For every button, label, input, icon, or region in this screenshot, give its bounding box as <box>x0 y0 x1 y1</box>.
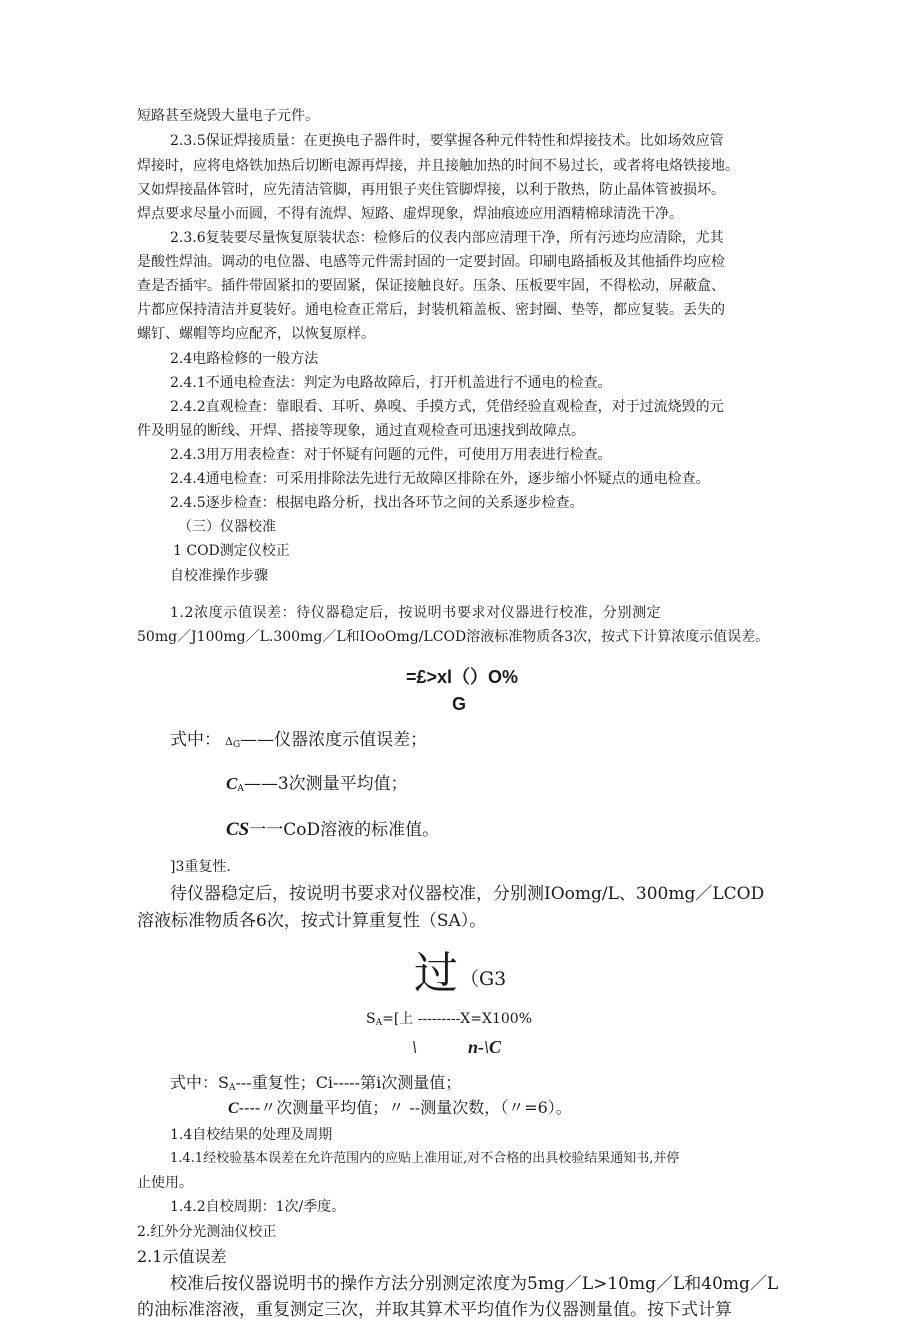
section-heading: 2.1示值误差 <box>137 1247 227 1266</box>
formula-explanation: C----〃次测量平均值；〃 --测量次数，（〃=6）。 <box>228 1098 572 1117</box>
formula-explanation: 式中：$S_A---$重复性；Ci-----第i次测量值； <box>170 1073 462 1093</box>
formula-glyph: 过 <box>414 948 458 999</box>
text-line: 50mg／J100mg／L.300mg／L和IOoOmg/LCOD溶液标准物质各3次，按式下计算浓度示值误差。 <box>137 629 770 645</box>
formula-explanation: CS一一CoD溶液的标准值。 <box>226 819 440 840</box>
text-line: 焊接时，应将电烙铁加热后切断电源再焊接，并且接触加热的时间不易过长，或者将电烙铁接地。 <box>137 158 739 174</box>
text-line: 2.4.1不通电检查法：判定为电路故障后，打开机盖进行不通电的检查。 <box>170 375 612 391</box>
text-line: 的油标准溶液，重复测定三次，并取其算术平均值作为仪器测量值。按下式计算 <box>137 1300 732 1320</box>
text-line: 校准后按仪器说明书的操作方法分别测定浓度为5mg／L>10mg／L和40mg／L <box>170 1274 779 1294</box>
formula-line: G <box>452 694 467 714</box>
section-heading: 1 COD测定仪校正 <box>173 543 290 559</box>
section-heading: ]3重复性. <box>170 859 231 875</box>
text-line: 溶液标准物质各6次，按式计算重复性（SA）。 <box>137 911 487 931</box>
formula-line: \ <box>412 1037 418 1057</box>
text-line: 2.3.5保证焊接质量：在更换电子器件时，要掌握各种元件特性和焊接技术。比如场效应管 <box>170 133 724 149</box>
section-heading: 2.红外分光测油仪校正 <box>137 1224 277 1240</box>
section-heading: 1.4自校结果的处理及周期 <box>170 1127 333 1143</box>
text-line: 1.4.2自校周期：1次/季度。 <box>170 1199 346 1215</box>
section-heading: 2.4电路检修的一般方法 <box>170 351 319 367</box>
text-line: 2.4.2直观检查：靠眼看、耳听、鼻嗅、手摸方式，凭借经验直观检查，对于过流烧毁的元 <box>170 399 724 415</box>
formula-line: $S_A=$[上 ---------X=X100% <box>366 1011 532 1028</box>
text-line: 1.4.1经校验基本误差在允许范围内的应贴上准用证,对不合格的出具校验结果通知书,并停 <box>170 1151 680 1166</box>
text-line: 1.2浓度示值误差：待仪器稳定后，按说明书要求对仪器进行校准，分别测定 <box>170 605 662 621</box>
text-line: 止使用。 <box>137 1175 193 1191</box>
text-line: 是酸性焊油。调动的电位器、电感等元件需封固的一定要封固。印刷电路插板及其他插件均应检 <box>137 254 725 270</box>
text-line: 件及明显的断线、开焊、搭接等现象，通过直观检查可迅速找到故障点。 <box>137 423 585 439</box>
formula-explanation: 式中： $\Delta_G——$仪器浓度示值误差； <box>170 730 428 750</box>
text-line: 2.4.4通电检查：可采用排除法先进行无故障区排除在外，逐步缩小怀疑点的通电检查。 <box>170 471 710 487</box>
text-line: 待仪器稳定后，按说明书要求对仪器校准，分别测IOomg/L、300mg／LCOD <box>170 884 765 904</box>
text-line: 2.3.6复装要尽量恢复原装状态：检修后的仪表内部应清理干净，所有污迹均应清除，尤其 <box>170 230 724 246</box>
formula-line: （G3 <box>460 968 507 990</box>
formula-explanation: $C_A——3$次测量平均值； <box>226 774 408 794</box>
text-line: 查是否插牢。插件带固紧扣的要固紧，保证接触良好。压条、压板要牢固，不得松动，屏蔽盒、 <box>137 278 725 294</box>
text-line: 螺钉、螺帽等均应配齐，以恢复原样。 <box>137 326 375 342</box>
formula-line: n-\C <box>468 1037 502 1057</box>
text-line: 又如焊接晶体管时，应先清洁管脚，再用银子夹住管脚焊接，以利于散热，防止晶体管被损坏。 <box>137 182 725 198</box>
text-line: 2.4.3用万用表检查：对于怀疑有问题的元件，可使用万用表进行检查。 <box>170 447 612 463</box>
text-line: 焊点要求尽量小而圆，不得有流焊、短路、虚焊现象，焊油痕迹应用酒精棉球清洗干净。 <box>137 206 683 222</box>
text-line: 片都应保持清洁并夏装好。通电检查正常后，封装机箱盖板、密封圈、垫等，都应复装。丢失的 <box>137 302 725 318</box>
text-line: 2.4.5逐步检查：根据电路分析，找出各环节之间的关系逐步检查。 <box>170 495 584 511</box>
section-heading: （三）仪器校准 <box>178 519 276 535</box>
section-heading: 自校准操作步骤 <box>170 568 268 584</box>
formula-line: =£>xl（）O% <box>406 667 519 687</box>
text-line: 短路甚至烧毁大量电子元件。 <box>137 108 319 124</box>
